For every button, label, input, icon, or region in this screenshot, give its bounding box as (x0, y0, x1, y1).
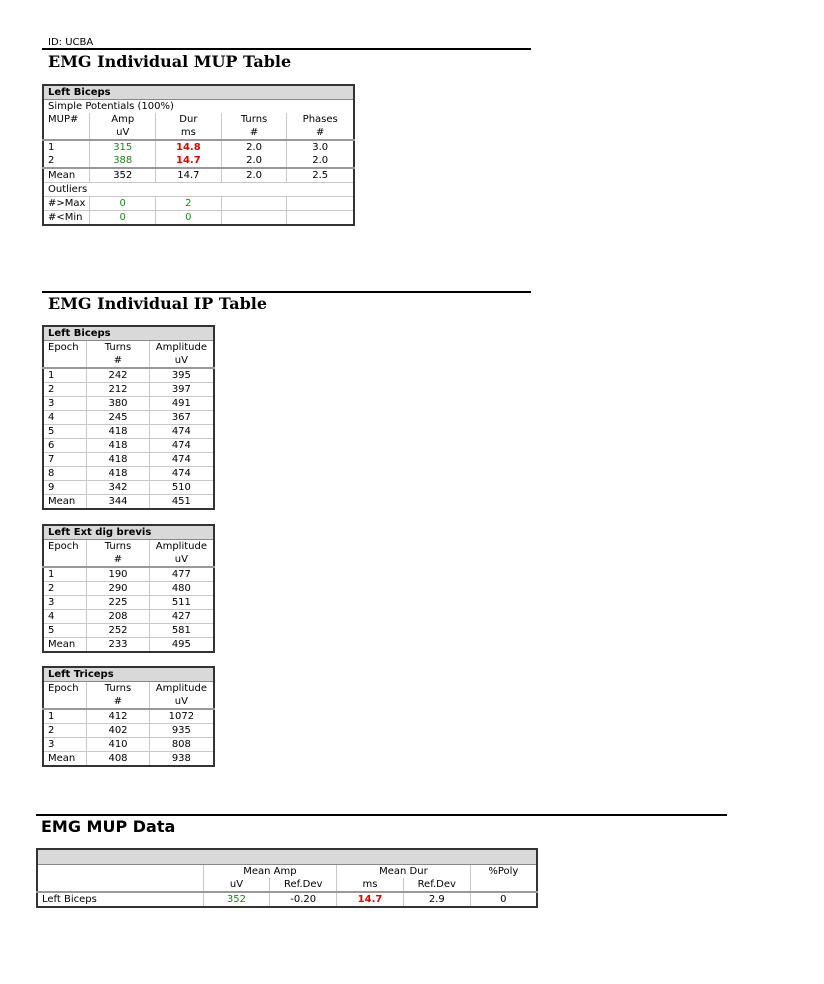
outliers-label: Outliers (43, 183, 354, 197)
cell: 410 (87, 738, 149, 752)
unit-cell: uV (149, 695, 214, 709)
cell: 242 (87, 368, 149, 383)
cell: 1 (43, 567, 87, 582)
cell: 352 (90, 168, 156, 183)
cell: 2.0 (287, 154, 354, 168)
mup-table (42, 84, 355, 226)
unit-cell: # (287, 126, 354, 140)
cell: 581 (149, 624, 214, 638)
col-header: Turns (87, 341, 149, 355)
cell: 352 (203, 892, 270, 907)
cell: Mean (48, 496, 76, 507)
table-row (43, 624, 214, 638)
cell: 388 (90, 154, 156, 168)
cell: 4 (43, 610, 87, 624)
cell: 495 (149, 638, 214, 653)
table-row (43, 425, 214, 439)
cell (221, 197, 287, 211)
table-row (43, 197, 354, 211)
table-row (43, 411, 214, 425)
cell: 245 (87, 411, 149, 425)
ip-section-rule (42, 291, 531, 293)
unit-cell: # (87, 354, 149, 368)
cell: 3.0 (287, 140, 354, 154)
cell: 491 (149, 397, 214, 411)
cell: 474 (149, 425, 214, 439)
table-row (43, 368, 214, 383)
cell: 511 (149, 596, 214, 610)
col-header: Phases (287, 113, 354, 126)
cell: 0 (470, 892, 537, 907)
col-group-header: Mean Amp (203, 865, 337, 879)
cell: 808 (149, 738, 214, 752)
blank-unit-cell (37, 878, 203, 892)
mup-data-title: EMG MUP Data (41, 817, 176, 836)
ip-table-muscle: Left Triceps (43, 667, 214, 682)
table-row (43, 596, 214, 610)
col-group-header: %Poly (470, 865, 537, 879)
cell: 190 (87, 567, 149, 582)
unit-cell: uV (149, 354, 214, 368)
cell: 1072 (149, 709, 214, 724)
cell: 412 (87, 709, 149, 724)
cell: 474 (149, 467, 214, 481)
cell: 418 (87, 467, 149, 481)
mean-row (43, 168, 354, 183)
mup-data-header-band (37, 849, 537, 865)
unit-cell: uV (90, 126, 156, 140)
col-header: Amplitude (149, 540, 214, 554)
cell: #<Min (48, 212, 83, 223)
cell: 212 (87, 383, 149, 397)
unit-cell (43, 354, 87, 368)
table-row (43, 709, 214, 724)
cell: 3 (43, 397, 87, 411)
mean-row (43, 752, 214, 767)
cell: #>Max (43, 197, 90, 211)
ip-table-left-triceps (42, 666, 215, 767)
mup-table-title: EMG Individual MUP Table (48, 52, 292, 71)
col-header: MUP# (48, 114, 79, 125)
cell: 0 (156, 211, 222, 226)
table-row (43, 610, 214, 624)
cell: 2.0 (221, 154, 287, 168)
col-header: Turns (87, 540, 149, 554)
cell: 474 (149, 439, 214, 453)
cell: 14.7 (337, 892, 404, 907)
cell: 208 (87, 610, 149, 624)
cell: 380 (87, 397, 149, 411)
blank-header-cell (37, 865, 203, 879)
cell (287, 197, 354, 211)
unit-cell: ms (156, 126, 222, 140)
mup-table-muscle: Left Biceps (43, 85, 354, 100)
cell: Mean (48, 639, 76, 650)
table-row (43, 439, 214, 453)
cell: 0 (90, 211, 156, 226)
cell: 9 (43, 481, 87, 495)
table-row (43, 724, 214, 738)
cell: Mean (43, 168, 90, 183)
table-row (43, 211, 354, 226)
cell: Left Biceps (42, 894, 97, 905)
table-row (43, 140, 354, 154)
table-row (43, 383, 214, 397)
col-header: Dur (156, 113, 222, 126)
unit-cell: # (221, 126, 287, 140)
cell: 510 (149, 481, 214, 495)
cell: 342 (87, 481, 149, 495)
cell: 408 (87, 752, 149, 767)
cell: 0 (90, 197, 156, 211)
cell: 427 (149, 610, 214, 624)
table-row (43, 397, 214, 411)
unit-cell: # (87, 695, 149, 709)
table-row (43, 738, 214, 752)
cell: 2 (43, 383, 87, 397)
cell: 5 (43, 624, 87, 638)
cell (287, 211, 354, 226)
ip-table-muscle: Left Biceps (43, 326, 214, 341)
col-header: Turns (87, 682, 149, 696)
unit-cell: # (87, 553, 149, 567)
patient-id-label: ID: UCBA (48, 37, 94, 48)
table-row (43, 154, 354, 168)
col-header: Epoch (48, 683, 79, 694)
cell: 2 (43, 582, 87, 596)
col-header: Epoch (48, 541, 79, 552)
ip-table-muscle: Left Ext dig brevis (43, 525, 214, 540)
cell: 2.5 (287, 168, 354, 183)
unit-cell (43, 553, 87, 567)
cell: 397 (149, 383, 214, 397)
unit-cell (43, 695, 87, 709)
cell: 315 (90, 140, 156, 154)
cell: 477 (149, 567, 214, 582)
table-row (43, 567, 214, 582)
mup-data-table (36, 848, 538, 908)
cell: 233 (87, 638, 149, 653)
header-rule (42, 48, 531, 50)
unit-cell: uV (149, 553, 214, 567)
cell: 290 (87, 582, 149, 596)
ip-table-left-ext-dig-brevis (42, 524, 215, 653)
cell: Mean (48, 753, 76, 764)
cell: 418 (87, 425, 149, 439)
cell: 480 (149, 582, 214, 596)
col-header: Amplitude (149, 682, 214, 696)
cell: 252 (87, 624, 149, 638)
col-header: Amp (90, 113, 156, 126)
unit-cell: uV (203, 878, 270, 892)
cell: 418 (87, 453, 149, 467)
cell: 8 (43, 467, 87, 481)
cell (221, 211, 287, 226)
table-row (43, 453, 214, 467)
col-header: Epoch (48, 342, 79, 353)
cell: 4 (43, 411, 87, 425)
cell: 2.0 (221, 168, 287, 183)
cell: 2.9 (403, 892, 470, 907)
unit-cell (43, 126, 90, 140)
cell: 1 (43, 368, 87, 383)
cell: 1 (43, 709, 87, 724)
mean-row (43, 638, 214, 653)
ip-table-title: EMG Individual IP Table (48, 294, 268, 313)
col-header: Turns (221, 113, 287, 126)
cell: 3 (43, 738, 87, 752)
mean-row (43, 495, 214, 510)
cell: 2 (48, 155, 55, 166)
table-row (37, 892, 537, 907)
cell: 14.7 (156, 154, 222, 168)
cell: 451 (149, 495, 214, 510)
mup-data-rule (36, 814, 727, 816)
unit-cell: Ref.Dev (270, 878, 337, 892)
cell: 2.0 (221, 140, 287, 154)
cell: 395 (149, 368, 214, 383)
col-group-header: Mean Dur (337, 865, 471, 879)
cell: 474 (149, 453, 214, 467)
cell: 367 (149, 411, 214, 425)
col-header: Amplitude (149, 341, 214, 355)
table-row (43, 481, 214, 495)
cell: 938 (149, 752, 214, 767)
cell: 1 (48, 142, 55, 153)
cell: 225 (87, 596, 149, 610)
unit-cell: Ref.Dev (403, 878, 470, 892)
table-row (43, 582, 214, 596)
cell: 2 (156, 197, 222, 211)
cell: 7 (43, 453, 87, 467)
cell: 5 (43, 425, 87, 439)
cell: 418 (87, 439, 149, 453)
table-row (43, 467, 214, 481)
unit-cell: ms (337, 878, 404, 892)
cell: 2 (43, 724, 87, 738)
cell: 14.8 (156, 140, 222, 154)
cell: 14.7 (156, 168, 222, 183)
cell: 344 (87, 495, 149, 510)
unit-cell (470, 878, 537, 892)
cell: 6 (43, 439, 87, 453)
mup-table-subtitle: Simple Potentials (100%) (48, 101, 174, 112)
ip-table-left-biceps (42, 325, 215, 510)
cell: 3 (43, 596, 87, 610)
cell: 402 (87, 724, 149, 738)
cell: 935 (149, 724, 214, 738)
cell: -0.20 (270, 892, 337, 907)
